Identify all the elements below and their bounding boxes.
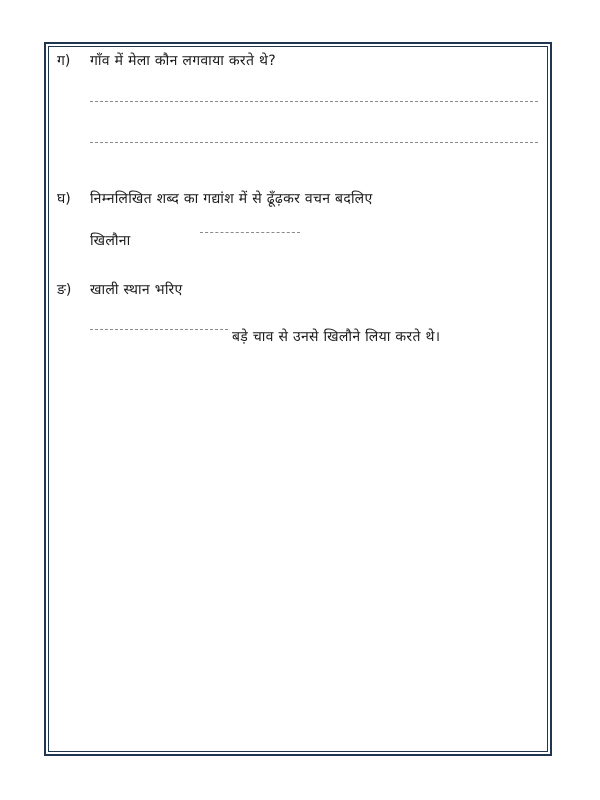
question-gh-text: निम्नलिखित शब्द का गद्यांश में से ढूँढ़कर वचन बदलिए	[90, 191, 373, 207]
question-ng-label: ङ)	[57, 282, 72, 298]
answer-line-g-2[interactable]	[90, 142, 538, 143]
question-g-text: गाँव में मेला कौन लगवाया करते थे?	[90, 53, 276, 69]
page-border-inner	[48, 46, 548, 752]
question-gh-label: घ)	[57, 191, 71, 207]
question-ng-text: खाली स्थान भरिए	[90, 282, 183, 298]
answer-line-g-1[interactable]	[90, 101, 538, 102]
question-g-label: ग)	[57, 53, 71, 69]
answer-line-ng[interactable]	[90, 329, 228, 330]
answer-line-gh[interactable]	[200, 232, 300, 233]
question-ng-sentence: बड़े चाव से उनसे खिलौने लिया करते थे।	[232, 329, 441, 345]
question-gh-word: खिलौना	[90, 233, 131, 249]
